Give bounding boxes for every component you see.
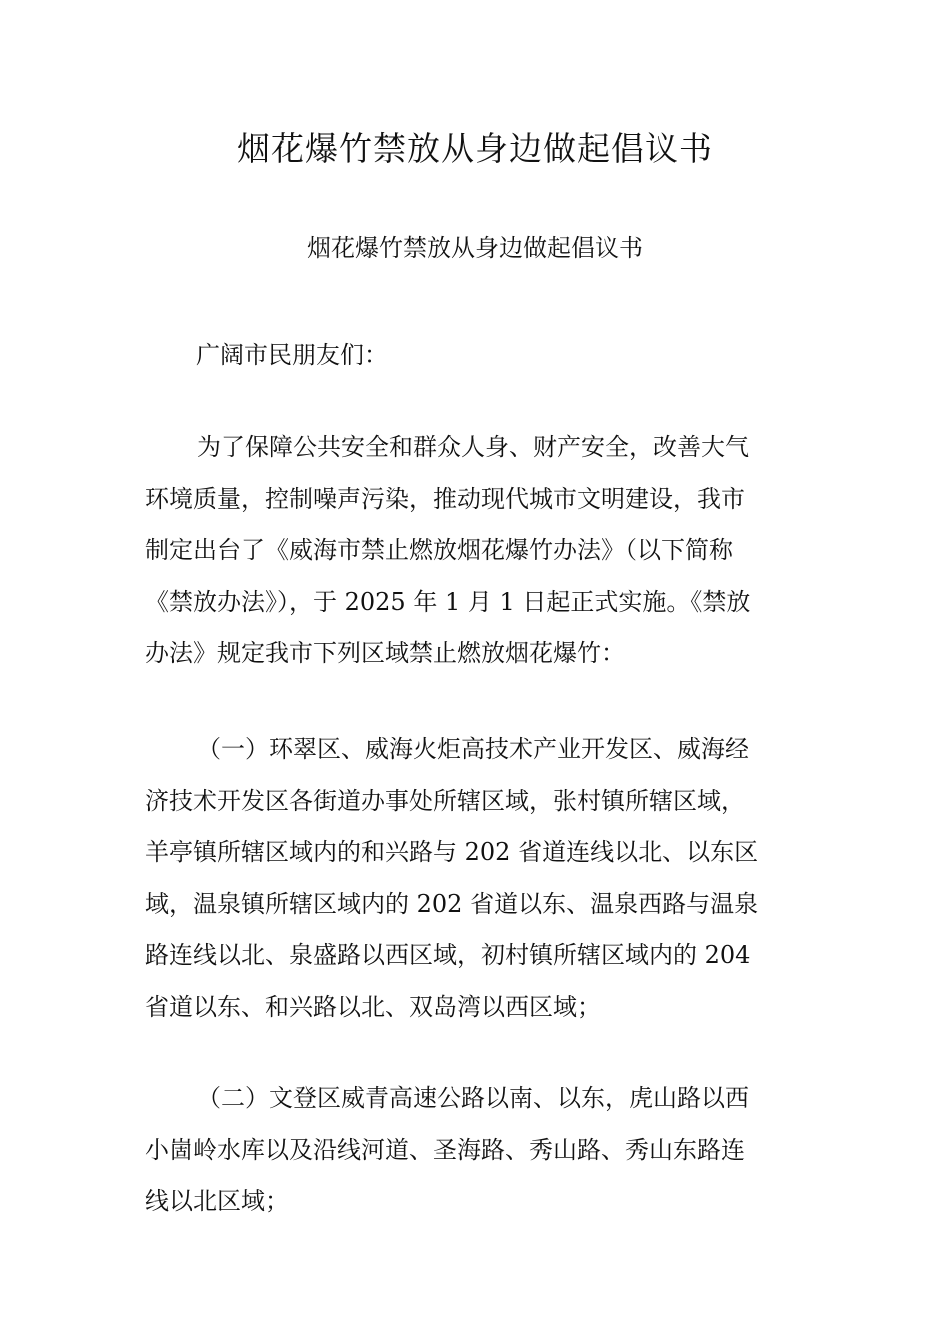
paragraph-line: 线以北区域；: [145, 1187, 289, 1215]
paragraph-line: （二）文登区威青高速公路以南、以东，虎山路以西: [197, 1084, 749, 1112]
paragraph-line: 路连线以北、泉盛路以西区域，初村镇所辖区域内的 204: [145, 941, 751, 969]
paragraph-item-2: [145, 1073, 810, 1228]
document-title: 烟花爆竹禁放从身边做起倡议书: [237, 129, 713, 168]
paragraph-line: 域，温泉镇所辖区域内的 202 省道以东、温泉西路与温泉: [145, 889, 759, 918]
paragraph-line: 《禁放办法》），于 2025 年 1 月 1 日起正式实施。《禁放: [145, 587, 751, 616]
paragraph-line: 为了保障公共安全和群众人身、财产安全，改善大气: [197, 433, 749, 461]
paragraph-line: 济技术开发区各街道办事处所辖区域，张村镇所辖区域，: [145, 786, 745, 815]
paragraph-line: 小崮岭水库以及沿线河道、圣海路、秀山路、秀山东路连: [145, 1135, 745, 1164]
paragraph-line: 制定出台了《威海市禁止燃放烟花爆竹办法》（以下简称: [145, 536, 733, 564]
paragraph-line: 省道以东、和兴路以北、双岛湾以西区域；: [145, 992, 601, 1021]
greeting: 广阔市民朋友们：: [196, 341, 388, 369]
document-subtitle: 烟花爆竹禁放从身边做起倡议书: [307, 234, 643, 262]
paragraph-line: 羊亭镇所辖区域内的和兴路与 202 省道连线以北、以东区: [145, 838, 759, 866]
paragraph-line: （一）环翠区、威海火炬高技术产业开发区、威海经: [197, 735, 749, 763]
paragraph-line: 办法》规定我市下列区域禁止燃放烟花爆竹：: [145, 639, 625, 667]
paragraph-intro: [145, 422, 810, 680]
paragraph-item-1: [145, 724, 810, 1033]
paragraph-line: 环境质量，控制噪声污染，推动现代城市文明建设，我市: [145, 484, 745, 513]
